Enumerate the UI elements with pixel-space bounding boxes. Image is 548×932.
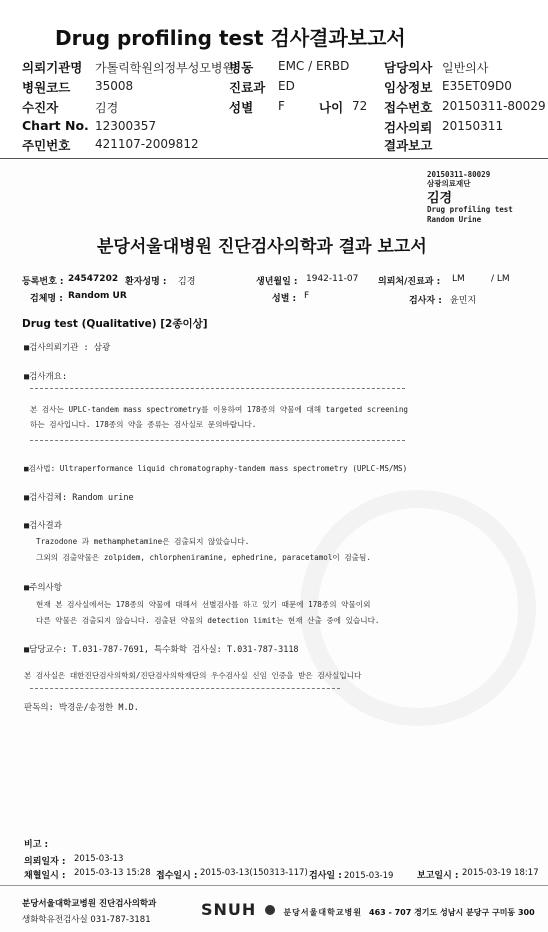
label-patient: 수진자 bbox=[22, 100, 59, 115]
report-datetime: 2015-03-19 18:17 bbox=[462, 868, 539, 878]
snuh-logo bbox=[201, 900, 362, 919]
label-receipt-no: 접수번호 bbox=[384, 100, 433, 115]
stamp-number: 20150311-80029 bbox=[427, 170, 491, 179]
collection-label: 채혈일시 : bbox=[24, 871, 66, 881]
patient-name: 김경 bbox=[178, 277, 196, 287]
footer-lab: 생화학유전검사실 031-787-3181 bbox=[22, 915, 151, 925]
value-department: ED bbox=[278, 79, 295, 93]
value-resident-no: 421107-2009812 bbox=[95, 137, 199, 151]
label-chart-no: Chart No. bbox=[22, 118, 89, 133]
reg-no-label: 등록번호 : bbox=[22, 277, 64, 287]
overview-line2: 하는 검사입니다. 178종의 약을 종류는 검사실로 문의바랍니다. bbox=[30, 420, 257, 429]
test-date-label: 검사일 : bbox=[309, 871, 342, 881]
header-divider bbox=[0, 158, 548, 159]
collection-datetime: 2015-03-13 15:28 bbox=[74, 868, 151, 878]
value-sex: F bbox=[278, 99, 285, 113]
stamp-line1: Drug profiling test bbox=[427, 205, 513, 214]
stamp-line2: Random Urine bbox=[427, 215, 482, 224]
report-sex: F bbox=[304, 291, 310, 301]
footer-org: 분당서울대학교병원 진단검사의학과 bbox=[22, 899, 157, 909]
value-patient: 김경 bbox=[95, 101, 119, 115]
divider bbox=[0, 885, 548, 886]
tester: 윤민지 bbox=[450, 296, 477, 306]
label-clinical-info: 임상정보 bbox=[384, 80, 433, 95]
value-age: 72 bbox=[352, 99, 368, 113]
section-method: ■검사법: Ultraperformance liquid chromatography-tandem mass spectrometry (UPLC-MS/MS) bbox=[24, 464, 408, 473]
test-date: 2015-03-19 bbox=[344, 871, 394, 881]
dob-label: 생년월일 : bbox=[256, 277, 298, 287]
req-date: 2015-03-13 bbox=[74, 854, 124, 864]
dept: LM bbox=[452, 274, 465, 284]
scanned-report bbox=[0, 160, 548, 932]
value-request-date: 20150311 bbox=[442, 119, 504, 133]
section-overview: ■검사개요: bbox=[24, 372, 68, 382]
label-request-date: 검사의뢰 bbox=[384, 120, 433, 135]
receipt-datetime: 2015-03-13(150313-117) bbox=[200, 868, 308, 878]
note-label: 비고 : bbox=[24, 840, 49, 850]
label-ward: 병동 bbox=[229, 60, 254, 75]
stamp-institution: 삼광의료재단 bbox=[427, 179, 471, 188]
label-result-report: 결과보고 bbox=[384, 138, 433, 153]
dept-label: 의뢰처/진료과 : bbox=[378, 277, 441, 287]
reg-no: 24547202 bbox=[68, 274, 119, 284]
section-institution: ■검사의뢰기관 : 삼광 bbox=[24, 343, 111, 353]
overview-line1: 본 검사는 UPLC-tandem mass spectrometry를 이용하여 178종의 약물에 대해 targeted screening bbox=[30, 405, 408, 414]
label-department: 진료과 bbox=[229, 80, 266, 95]
value-institution: 가톨릭학원의정부성모병원 bbox=[95, 61, 235, 75]
value-ward: EMC / ERBD bbox=[278, 59, 350, 73]
req-date-label: 의뢰일자 : bbox=[24, 857, 66, 867]
divider bbox=[30, 440, 405, 441]
dept2: / LM bbox=[491, 274, 510, 284]
dob: 1942-11-07 bbox=[306, 274, 359, 284]
value-receipt-no: 20150311-80029 bbox=[442, 99, 546, 113]
certification: 본 검사실은 대한진단검사의학회/진단검사의학재단의 우수검사실 신임 인증을 받은 검사실입니다 bbox=[24, 671, 362, 680]
judging-doctor: 판독의: 박경운/송정한 M.D. bbox=[24, 703, 139, 713]
specimen: Random UR bbox=[68, 291, 127, 301]
value-doctor: 일반의사 bbox=[442, 61, 489, 75]
specimen-label: 검체명 : bbox=[30, 294, 63, 304]
label-age: 나이 bbox=[319, 100, 344, 115]
stamp-name: 김경 bbox=[427, 191, 453, 206]
report-date-label: 보고일시 : bbox=[417, 871, 459, 881]
test-title: Drug test (Qualitative) [2종이상] bbox=[22, 318, 208, 330]
page-title: Drug profiling test 검사결과보고서 bbox=[55, 26, 406, 50]
report-heading: 분당서울대병원 진단검사의학과 결과 보고서 bbox=[97, 237, 427, 257]
section-result: ■검사결과 bbox=[24, 521, 62, 531]
value-chart-no: 12300357 bbox=[95, 119, 157, 133]
result-line2: 그외의 검출약물은 zolpidem, chlorpheniramine, ephedrine, paracetamol이 검출됨. bbox=[36, 553, 371, 562]
value-clinical-info: E35ET09D0 bbox=[442, 79, 512, 93]
logo-text: SNUH bbox=[201, 900, 257, 919]
tester-label: 검사자 : bbox=[409, 296, 442, 306]
caution-line1: 현재 본 검사실에서는 178종의 약물에 대해서 선별검사를 하고 있기 때문에 178종의 약물이외 bbox=[36, 600, 371, 609]
label-doctor: 담당의사 bbox=[384, 60, 433, 75]
caution-line2: 다른 약물은 검출되지 않습니다. 검출된 약물의 detection limit는 현재 산출 중에 있습니다. bbox=[36, 616, 380, 625]
divider bbox=[30, 388, 405, 389]
label-institution: 의뢰기관명 bbox=[22, 60, 83, 75]
label-sex: 성별 bbox=[229, 100, 254, 115]
divider bbox=[30, 688, 340, 689]
result-line1: Trazodone 과 methamphetamine은 검출되지 않았습니다. bbox=[36, 537, 250, 546]
section-contact: ■담당교수: T.031-787-7691, 특수화학 검사실: T.031-787-3118 bbox=[24, 645, 299, 655]
logo-emblem-icon bbox=[265, 905, 275, 915]
patient-name-label: 환자성명 : bbox=[125, 277, 167, 287]
footer-address: 463 - 707 경기도 성남시 분당구 구미동 300 bbox=[369, 908, 535, 917]
value-hosp-code: 35008 bbox=[95, 79, 134, 93]
label-hosp-code: 병원코드 bbox=[22, 80, 71, 95]
report-sex-label: 성별 : bbox=[272, 294, 297, 304]
section-caution: ■주의사항 bbox=[24, 583, 62, 593]
label-resident-no: 주민번호 bbox=[22, 138, 71, 153]
receipt-label: 접수일시 : bbox=[156, 871, 198, 881]
logo-sub: 분당서울대학교병원 bbox=[283, 908, 363, 917]
section-specimen: ■검사검체: Random urine bbox=[24, 493, 134, 503]
